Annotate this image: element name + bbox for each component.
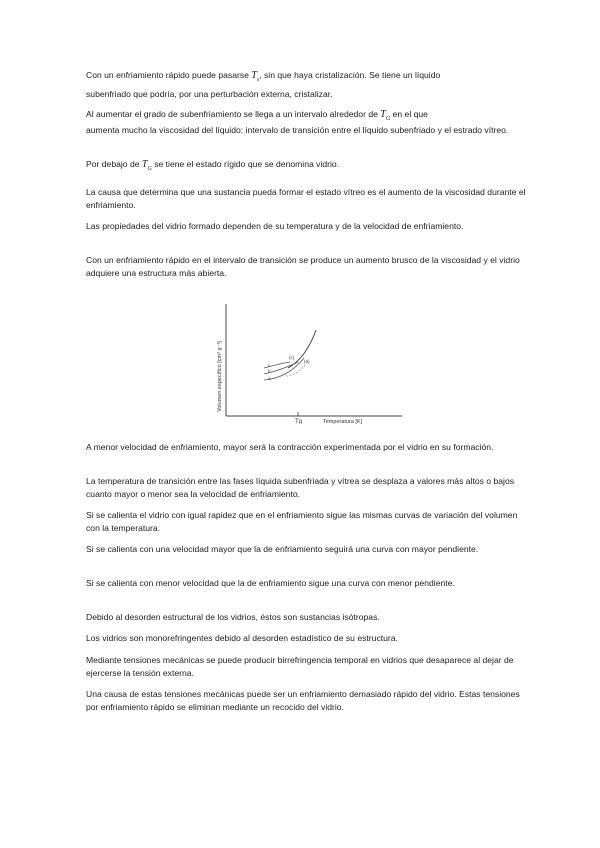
paragraph-13: Si se calienta con menor velocidad que la de enfriamiento sigue una curva con menor pendiente.: [86, 578, 455, 588]
curve-label-c: c: [268, 363, 271, 368]
curve-label-a: a: [268, 376, 271, 381]
paragraph-7: Las propiedades del vidrio formado dependen de su temperatura y de la velocidad de enfriamiento.: [86, 221, 464, 231]
tg-tick-label: Tg: [295, 419, 303, 424]
paragraph-9: A menor velocidad de enfriamiento, mayor será la contracción experimentada por el vidrio en su formación.: [86, 442, 494, 452]
paragraph-2: subenfriado que podría, por una perturbación externa, cristalizar.: [86, 89, 333, 99]
paragraph-16: Mediante tensiones mecánicas se puede producir birrefringencia temporal en vidrios que desaparece al dejar de ejercerse la tensión externa.: [86, 655, 514, 678]
paragraph-1: Con un enfriamiento rápido puede pasarse $T_s$, sin que haya cristalización. Se tiene un líquido: [86, 70, 441, 83]
paragraph-8: Con un enfriamiento rápido en el intervalo de transición se produce un aumento brusco de la viscosidad y el vidrio adquiere una estructura más abierta.: [86, 255, 520, 278]
paragraph-10: La temperatura de transición entre las fases líquida subenfriada y vítrea se desplaza a valores más altos o bajos cuanto mayor o menor sea la velocidad de enfriamiento.: [86, 476, 515, 499]
curve-label-b: b: [268, 369, 271, 374]
paragraph-3: Al aumentar el grado de subenfriamiento se llega a un intervalo alrededor de $T_G$ en el que: [86, 109, 428, 122]
liquid-curve: [288, 330, 316, 368]
x-axis-label: Temperatura [K]: [323, 419, 363, 424]
paragraph-11: Si se calienta el vidrio con igual rapidez que en el enfriamiento sigue las mismas curvas de variación del volumen con la temperatura.: [86, 510, 518, 533]
paragraph-6: La causa que determina que una sustancia pueda formar el estado vítreo es el aumento de la viscosidad durante el enfriamiento.: [86, 187, 526, 210]
figure-svg: [206, 300, 402, 424]
curve-label-a-paren: (a): [304, 359, 310, 364]
paragraph-4: aumenta mucho la viscosidad del líquido: intervalo de transición entre el líquido subenfriado y el estrado vítreo.: [86, 125, 509, 135]
paragraph-17: Una causa de estas tensiones mecánicas puede ser un enfriamiento demasiado rápido del vidrio. Estas tensiones por enfriamiento rápido se eliminan mediante un recocido del vidrio.: [86, 689, 520, 712]
y-axis-label: Volumen específico [cm³ g⁻¹]: [217, 341, 223, 412]
paragraph-12: Si se calienta con una velocidad mayor que la de enfriamiento seguirá una curva con mayor pendiente.: [86, 544, 479, 554]
volume-temperature-figure: [206, 300, 402, 424]
paragraph-15: Los vidrios son monorefringentes debido al desorden estadístico de su estructura.: [86, 633, 398, 643]
curve-label-c-paren: (c): [289, 355, 295, 360]
paragraph-14: Debido al desorden estructural de los vidrios, éstos son sustancias isótropas.: [86, 612, 380, 622]
paragraph-5: Por debajo de $T_G$ se tiene el estado rígido que se denomina vidrio.: [86, 159, 340, 172]
